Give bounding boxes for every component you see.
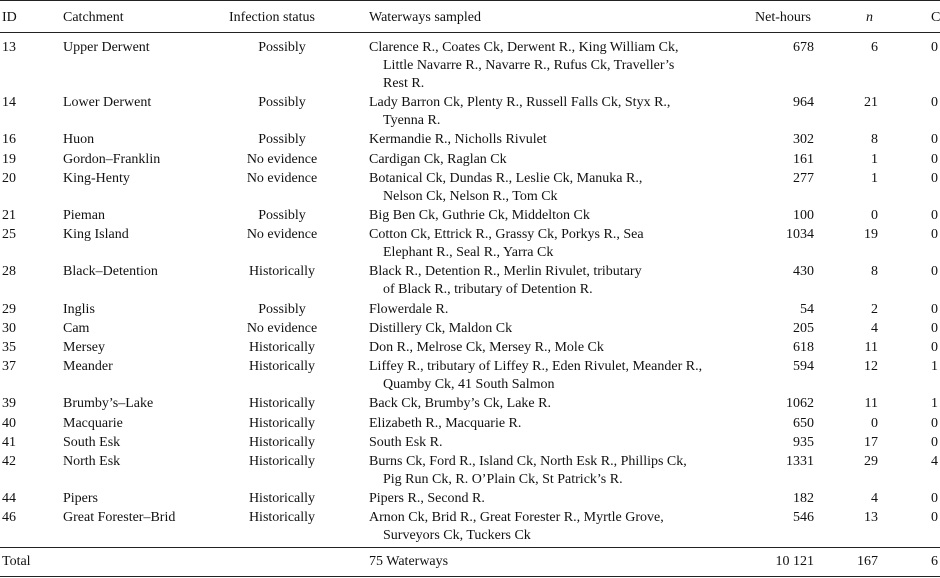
row-catchment: Meander [63, 359, 113, 375]
row-c: 0 [931, 40, 938, 55]
row-waterways [369, 358, 702, 394]
row-n: 8 [871, 264, 878, 280]
header-net-hours: Net-hours [755, 10, 811, 25]
row-infection-status: No evidence [246, 170, 318, 186]
waterways-line: Nelson Ck, Nelson R., Tom Ck [383, 188, 558, 204]
row-n: 13 [864, 510, 878, 526]
header-waterways: Waterways sampled [369, 10, 481, 25]
row-n: 1 [871, 151, 878, 167]
waterways-line: Botanical Ck, Dundas R., Leslie Ck, Manuka R., [369, 170, 643, 186]
top-rule [0, 0, 940, 1]
row-c: 0 [931, 340, 938, 355]
row-net-hours: 161 [793, 151, 814, 167]
row-net-hours: 650 [793, 415, 814, 431]
total-n: 167 [857, 554, 878, 569]
row-n: 17 [864, 434, 878, 450]
waterways-line: Elizabeth R., Macquarie R. [369, 415, 522, 431]
row-id: 35 [2, 340, 16, 355]
waterways-line: Arnon Ck, Brid R., Great Forester R., Myrtle Grove, [369, 510, 664, 526]
header-id: ID [2, 10, 17, 25]
header-c: C [931, 10, 940, 25]
row-n: 21 [864, 95, 878, 111]
row-c: 0 [931, 170, 938, 186]
row-waterways [369, 395, 551, 413]
row-catchment: Pieman [63, 208, 105, 223]
row-net-hours: 678 [793, 40, 814, 55]
row-infection-status: No evidence [246, 227, 318, 243]
row-net-hours: 1062 [786, 396, 814, 412]
row-waterways [369, 151, 507, 169]
row-id: 19 [2, 151, 16, 167]
row-infection-status: Historically [248, 415, 316, 431]
row-id: 30 [2, 320, 16, 336]
row-catchment: Great Forester–Brid [63, 510, 176, 526]
row-n: 29 [864, 454, 878, 469]
row-id: 21 [2, 208, 16, 223]
row-catchment: Gordon–Franklin [63, 151, 161, 167]
row-catchment: Mersey [63, 340, 105, 355]
row-id: 20 [2, 170, 16, 186]
waterways-line: Elephant R., Seal R., Yarra Ck [383, 245, 554, 261]
waterways-line: Don R., Melrose Ck, Mersey R., Mole Ck [369, 340, 604, 355]
waterways-line: Back Ck, Brumby’s Ck, Lake R. [369, 396, 551, 412]
waterways-line: of Black R., tributary of Detention R. [383, 282, 593, 298]
row-infection-status: No evidence [246, 151, 318, 167]
row-infection-status: Historically [248, 396, 316, 412]
row-infection-status: Historically [248, 454, 316, 469]
row-id: 28 [2, 264, 16, 280]
row-n: 6 [871, 40, 878, 55]
row-net-hours: 1331 [786, 454, 814, 469]
waterways-line: Lady Barron Ck, Plenty R., Russell Falls Ck, Styx R., [369, 95, 671, 111]
row-id: 13 [2, 40, 16, 55]
row-c: 0 [931, 415, 938, 431]
waterways-line: Cotton Ck, Ettrick R., Grassy Ck, Porkys R., Sea [369, 227, 644, 243]
row-n: 4 [871, 491, 878, 507]
header-rule [0, 32, 940, 33]
waterways-line: Rest R. [383, 76, 425, 91]
row-infection-status: Historically [248, 359, 316, 375]
row-waterways [369, 131, 547, 149]
row-infection-status: Historically [248, 340, 316, 355]
row-id: 29 [2, 301, 16, 317]
total-waterways: 75 Waterways [369, 554, 449, 569]
row-c: 0 [931, 95, 938, 111]
row-id: 44 [2, 491, 16, 507]
waterways-line: South Esk R. [369, 434, 443, 450]
row-c: 0 [931, 227, 938, 243]
row-infection-status: Historically [248, 434, 316, 450]
row-net-hours: 1034 [786, 227, 814, 243]
row-catchment: Huon [63, 132, 95, 148]
row-c: 0 [931, 264, 938, 280]
waterways-line: Black R., Detention R., Merlin Rivulet, tributary [369, 264, 642, 280]
row-n: 19 [864, 227, 878, 243]
row-waterways [369, 94, 670, 130]
row-waterways [369, 301, 448, 319]
row-n: 0 [871, 415, 878, 431]
row-net-hours: 935 [793, 434, 814, 450]
row-catchment: Black–Detention [63, 264, 158, 280]
row-waterways [369, 415, 521, 433]
row-catchment: Cam [63, 320, 90, 336]
row-waterways [369, 320, 512, 338]
row-c: 0 [931, 132, 938, 148]
row-waterways [369, 490, 485, 508]
row-c: 0 [931, 301, 938, 317]
row-waterways [369, 39, 678, 93]
row-n: 12 [864, 359, 878, 375]
row-c: 0 [931, 208, 938, 223]
row-id: 37 [2, 359, 16, 375]
row-c: 0 [931, 151, 938, 167]
waterways-line: Tyenna R. [383, 113, 441, 129]
row-infection-status: Possibly [258, 95, 306, 111]
total-label: Total [2, 554, 31, 569]
row-infection-status: Historically [248, 510, 316, 526]
waterways-line: Burns Ck, Ford R., Island Ck, North Esk R., Phillips Ck, [369, 454, 687, 469]
row-n: 8 [871, 132, 878, 148]
row-waterways [369, 207, 590, 225]
row-id: 41 [2, 434, 16, 450]
total-c: 6 [931, 554, 938, 569]
row-waterways [369, 226, 644, 262]
row-net-hours: 100 [793, 208, 814, 223]
row-c: 0 [931, 510, 938, 526]
row-id: 40 [2, 415, 16, 431]
row-id: 14 [2, 95, 16, 111]
waterways-line: Pipers R., Second R. [369, 491, 485, 507]
row-infection-status: Historically [248, 264, 316, 280]
row-n: 11 [864, 340, 878, 355]
waterways-line: Cardigan Ck, Raglan Ck [369, 151, 507, 167]
waterways-line: Pig Run Ck, R. O’Plain Ck, St Patrick’s R. [383, 472, 623, 487]
row-c: 4 [931, 454, 938, 469]
row-waterways [369, 170, 642, 206]
row-waterways [369, 509, 664, 545]
row-waterways [369, 339, 604, 357]
row-infection-status: Possibly [258, 40, 306, 55]
row-infection-status: Historically [248, 491, 316, 507]
bottom-rule [0, 576, 940, 577]
row-net-hours: 277 [793, 170, 814, 186]
row-waterways [369, 434, 443, 452]
row-catchment: Macquarie [63, 415, 123, 431]
header-infection-status: Infection status [229, 10, 315, 25]
row-id: 39 [2, 396, 16, 412]
row-net-hours: 205 [793, 320, 814, 336]
row-waterways [369, 453, 687, 489]
waterways-line: Quamby Ck, 41 South Salmon [383, 377, 555, 393]
row-infection-status: Possibly [258, 132, 306, 148]
row-c: 1 [931, 359, 938, 375]
row-c: 0 [931, 434, 938, 450]
row-id: 16 [2, 132, 16, 148]
total-rule [0, 547, 940, 548]
waterways-line: Kermandie R., Nicholls Rivulet [369, 132, 547, 148]
row-n: 0 [871, 208, 878, 223]
header-catchment: Catchment [63, 10, 124, 25]
row-net-hours: 182 [793, 491, 814, 507]
row-catchment: North Esk [63, 454, 121, 469]
row-id: 46 [2, 510, 16, 526]
row-infection-status: Possibly [258, 208, 306, 223]
row-net-hours: 964 [793, 95, 814, 111]
row-net-hours: 546 [793, 510, 814, 526]
row-net-hours: 594 [793, 359, 814, 375]
row-n: 2 [871, 301, 878, 317]
row-catchment: King-Henty [63, 170, 130, 186]
row-infection-status: Possibly [258, 301, 306, 317]
waterways-line: Clarence R., Coates Ck, Derwent R., King William Ck, [369, 40, 679, 55]
waterways-line: Liffey R., tributary of Liffey R., Eden Rivulet, Meander R., [369, 359, 703, 375]
row-catchment: Brumby’s–Lake [63, 396, 154, 412]
row-id: 42 [2, 454, 16, 469]
row-net-hours: 618 [793, 340, 814, 355]
waterways-line: Big Ben Ck, Guthrie Ck, Middelton Ck [369, 208, 590, 223]
row-catchment: King Island [63, 227, 129, 243]
row-catchment: Inglis [63, 301, 95, 317]
row-c: 0 [931, 491, 938, 507]
row-catchment: South Esk [63, 434, 121, 450]
row-n: 11 [864, 396, 878, 412]
row-n: 4 [871, 320, 878, 336]
row-net-hours: 430 [793, 264, 814, 280]
row-infection-status: No evidence [246, 320, 318, 336]
row-waterways [369, 263, 642, 299]
row-id: 25 [2, 227, 16, 243]
row-c: 0 [931, 320, 938, 336]
row-n: 1 [871, 170, 878, 186]
header-n: n [866, 10, 873, 25]
waterways-line: Little Navarre R., Navarre R., Rufus Ck, Traveller’s [383, 58, 675, 73]
waterways-line: Flowerdale R. [369, 301, 449, 317]
waterways-line: Distillery Ck, Maldon Ck [369, 320, 513, 336]
waterways-line: Surveyors Ck, Tuckers Ck [383, 528, 531, 544]
row-catchment: Pipers [63, 491, 98, 507]
row-catchment: Upper Derwent [63, 40, 150, 55]
row-net-hours: 54 [800, 301, 814, 317]
row-c: 1 [931, 396, 938, 412]
row-catchment: Lower Derwent [63, 95, 152, 111]
total-net-hours: 10 121 [775, 554, 814, 569]
row-net-hours: 302 [793, 132, 814, 148]
